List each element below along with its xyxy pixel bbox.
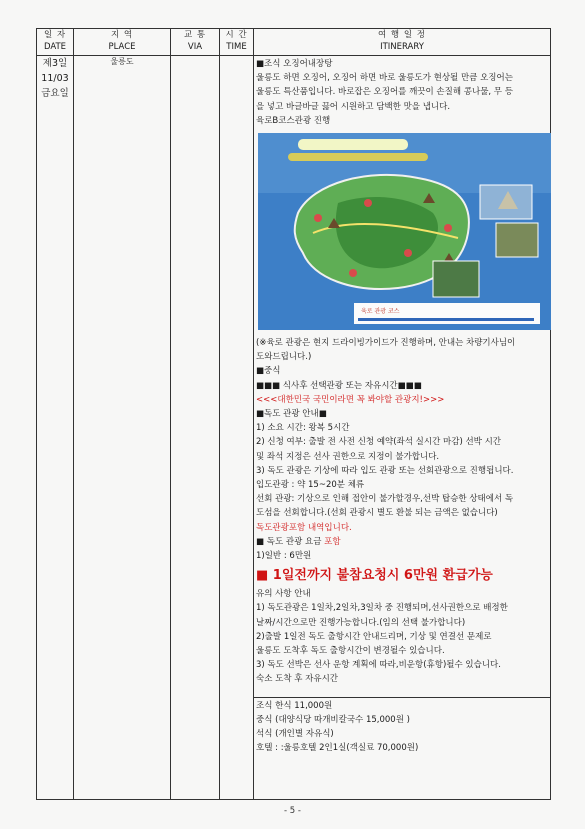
dokdo-heading: ■독도 관광 안내■ bbox=[256, 409, 327, 420]
itinerary-cell bbox=[254, 56, 551, 800]
fee-heading bbox=[256, 535, 548, 549]
place-cell bbox=[74, 56, 171, 800]
meal-dinner: 석식 (개인별 자유식) bbox=[256, 729, 334, 740]
text-line: 날짜/시간으로만 진행가능합니다.(임의 선택 불가합니다) bbox=[256, 617, 466, 628]
day-date: 11/03 bbox=[41, 73, 69, 84]
text-line: 을 넣고 바글바글 끓어 시원하고 담백한 맛을 냅니다. bbox=[256, 101, 451, 112]
header-time: 시 간 TIME bbox=[220, 29, 254, 56]
text-line: 2) 신청 여부: 출발 전 사전 신청 예약(좌석 실시간 마감) 선박 시간 bbox=[256, 437, 502, 448]
day-number: 제3일 bbox=[42, 58, 68, 69]
text-line: 울릉도 하면 오징어, 오징어 하면 바로 울릉도가 현상될 만큼 오징어는 bbox=[256, 73, 513, 84]
text-line: 및 좌석 지정은 선사 권한으로 지정이 불가합니다. bbox=[256, 451, 440, 462]
page-number: - 5 - bbox=[284, 806, 301, 816]
text-line: 입도관광 : 약 15~20분 체류 bbox=[256, 480, 365, 491]
text-line: 3) 독도 관광은 기상에 따라 입도 관광 또는 선회관광으로 진행됩니다. bbox=[256, 465, 514, 476]
header-itinerary: 여 행 일 정 ITINERARY bbox=[254, 29, 551, 56]
header-date: 일 자 DATE bbox=[37, 29, 74, 56]
header-place: 지 역 PLACE bbox=[74, 29, 171, 56]
text-line: 도섬을 선회합니다.(선회 관광시 별도 환불 되는 금액은 없습니다) bbox=[256, 508, 498, 519]
day-row bbox=[37, 56, 551, 800]
breakfast-heading: ■조식 오징어내장탕 bbox=[256, 59, 333, 69]
highlight-line: <<<대한민국 국민이라면 꼭 봐야할 관광지!>>> bbox=[256, 394, 445, 405]
hotel-info: 호텔 : :울릉호텔 2인1실(객실료 70,000원) bbox=[256, 743, 419, 754]
course-line: 육로B코스관광 진행 bbox=[256, 115, 331, 126]
text-line: 1) 소요 시간: 왕복 5시간 bbox=[256, 423, 350, 434]
via-cell bbox=[171, 56, 220, 800]
meal-breakfast: 조식 한식 11,000원 bbox=[256, 700, 333, 711]
header-row bbox=[37, 29, 551, 56]
map-title: 육로 관광 코스 bbox=[361, 308, 400, 316]
included-note: 독도관광포함 내역입니다. bbox=[256, 522, 352, 533]
text-line: 숙소 도착 후 자유시간 bbox=[256, 674, 339, 685]
time-cell bbox=[220, 56, 254, 800]
text-line: 선회 관광: 기상으로 인해 접안이 불가할경우,선박 탑승한 상태에서 독 bbox=[256, 494, 514, 505]
text-line: 울릉도 도착후 독도 출항시간이 변경될수 있습니다. bbox=[256, 646, 445, 657]
text-line: 2)출발 1일전 독도 출항시간 안내드리며, 기상 및 연결선 문제로 bbox=[256, 631, 492, 642]
text-line: 도와드립니다.) bbox=[256, 352, 312, 363]
text-line: 1)일반 : 6만원 bbox=[256, 551, 312, 562]
day-weekday: 금요일 bbox=[41, 88, 69, 99]
place-name: 울릉도 bbox=[110, 57, 134, 66]
header-via: 교 통 VIA bbox=[171, 29, 220, 56]
refund-notice: ■ 1일전까지 불참요청시 6만원 환급가능 bbox=[256, 568, 493, 584]
caution-heading: 유의 사항 안내 bbox=[256, 589, 311, 600]
optional-tour-heading: ■■■ 식사후 선택관광 또는 자유시간■■■ bbox=[256, 380, 422, 391]
text-line: (※육로 관광은 현지 드라이빙가이드가 진행하며, 안내는 차량기사님이 bbox=[256, 338, 516, 349]
fee-included-tag: 포함 bbox=[324, 536, 341, 547]
tour-map-image bbox=[258, 133, 551, 330]
lunch-heading: ■중식 bbox=[256, 366, 281, 377]
fee-heading-text: ■ 독도 관광 요금 bbox=[256, 536, 325, 547]
meal-lunch: 중식 (대양식당 따개비칼국수 15,000원 ) bbox=[256, 714, 410, 725]
text-line: 울릉도 특산품입니다. 바로잡은 오징어를 깨끗이 손질해 콩나물, 무 등 bbox=[256, 87, 513, 98]
day-cell bbox=[37, 56, 74, 800]
meal-summary bbox=[254, 697, 550, 756]
itinerary-table bbox=[36, 28, 551, 800]
text-line: 3) 독도 선박은 선사 운항 계획에 따라,비운항(휴항)될수 있습니다. bbox=[256, 660, 501, 671]
text-line: 1) 독도관광은 1일차,2일차,3일차 중 진행되며,선사권한으로 배정한 bbox=[256, 603, 508, 614]
